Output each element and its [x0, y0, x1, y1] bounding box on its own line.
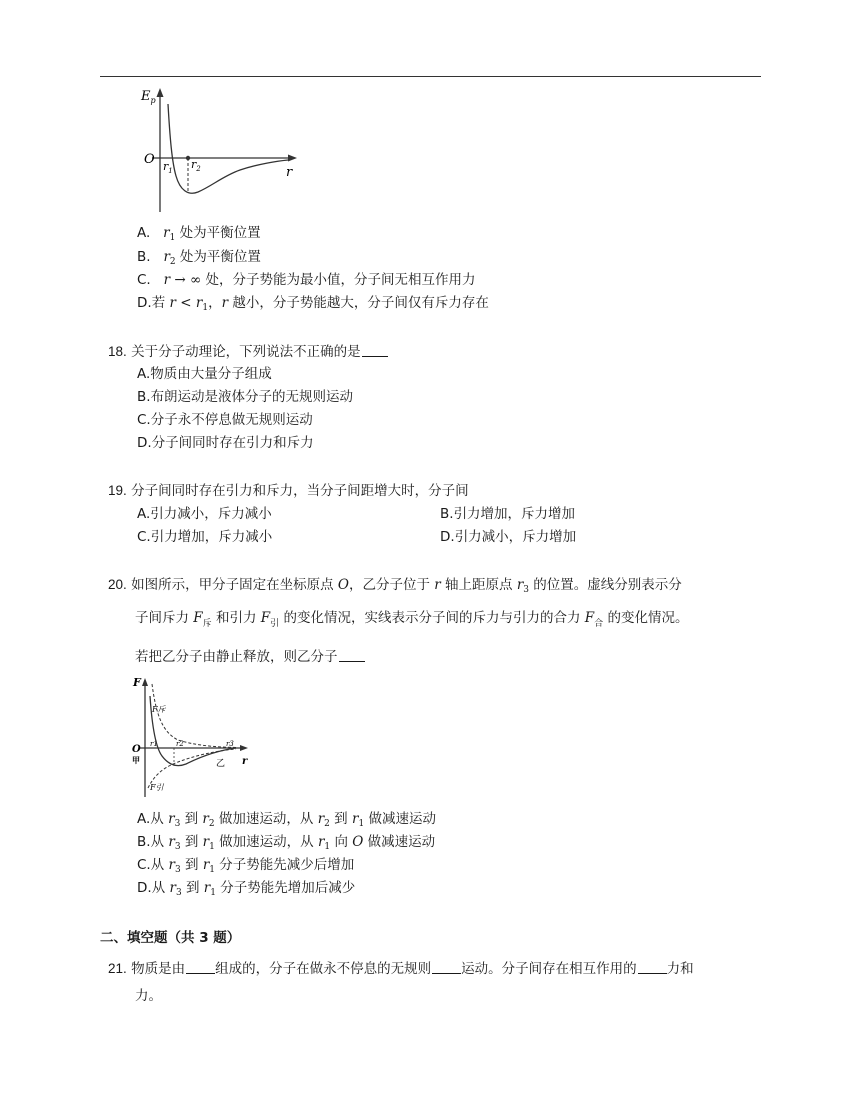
yi-label: 乙	[216, 759, 226, 769]
answer-blank-1[interactable]	[186, 961, 215, 974]
r2-label: $r_2$	[191, 158, 201, 173]
header-rule	[100, 76, 761, 77]
q20-option-b[interactable]: B.从 $r_3$ 到 $r_1$ 做加速运动，从 $r_1$ 向 O 做减速运动	[137, 834, 436, 852]
answer-blank-3[interactable]	[638, 961, 667, 974]
r-axis-label: r	[242, 756, 248, 767]
r2-label: r2	[176, 740, 184, 748]
jia-label: 甲	[132, 755, 140, 765]
r3-label: r3	[226, 740, 234, 748]
q17-option-c[interactable]: C. r → ∞ 处，分子势能为最小值，分子间无相互作用力	[137, 272, 476, 288]
q18-option-c[interactable]: C.分子永不停息做无规则运动	[137, 412, 313, 428]
f-axis-arrow	[142, 678, 148, 686]
q21-line2: 力。	[135, 988, 162, 1004]
q18-option-b[interactable]: B.布朗运动是液体分子的无规则运动	[137, 389, 354, 405]
q20-stem-line1: 20. 如图所示，甲分子固定在坐标原点 O，乙分子位于 r 轴上距原点 $r_3$ 的位置。虚线分别表示分	[108, 577, 682, 595]
section-title: 二、填空题（共 3 题）	[100, 930, 241, 946]
r-axis-arrow	[288, 155, 297, 162]
question-number: 18.	[108, 344, 127, 359]
q21-line1: 21. 物质是由 组成的，分子在做永不停息的无规则 运动。分子间存在相互作用的 力和	[108, 961, 694, 977]
q18-option-d[interactable]: D.分子间同时存在引力和斥力	[137, 435, 314, 451]
r2-point	[186, 156, 190, 160]
ep-label: $E_p$	[141, 89, 156, 105]
q17-option-a[interactable]: A. $r_1$ 处为平衡位置	[137, 225, 261, 243]
q19-option-b[interactable]: B.引力增加，斥力增加	[440, 506, 576, 522]
potential-energy-graph	[128, 84, 303, 214]
option-letter: A.	[137, 225, 151, 241]
r1-label: r1	[150, 740, 158, 748]
q19-option-a[interactable]: A.引力减小，斥力减小	[137, 506, 272, 522]
q20-stem-line3: 若把乙分子由静止释放，则乙分子	[135, 645, 365, 665]
q19-stem: 19. 分子间同时存在引力和斥力，当分子间距增大时，分子间	[108, 483, 469, 499]
repulsive-force-curve	[152, 684, 236, 748]
q20-option-c[interactable]: C.从 $r_3$ 到 $r_1$ 分子势能先减少后增加	[137, 857, 355, 875]
q19-option-c[interactable]: C.引力增加，斥力减小	[137, 529, 273, 545]
f-att-label: F引	[150, 783, 164, 792]
q18-stem: 18. 关于分子动理论，下列说法不正确的是	[108, 340, 388, 360]
force-graph	[130, 674, 255, 799]
answer-blank[interactable]	[339, 649, 365, 662]
q19-option-d[interactable]: D.引力减小，斥力增加	[440, 529, 577, 545]
q17-option-b[interactable]: B. $r_2$ 处为平衡位置	[137, 249, 261, 267]
r-axis-label: r	[286, 165, 293, 180]
f-axis-label: F	[133, 676, 141, 689]
answer-blank-2[interactable]	[432, 961, 461, 974]
answer-blank[interactable]	[362, 344, 388, 357]
ep-axis-arrow	[157, 88, 164, 97]
q17-option-d[interactable]: D.若 $r < r_1$，r 越小，分子势能越大，分子间仅有斥力存在	[137, 295, 489, 313]
origin-label: O	[144, 152, 155, 167]
q20-stem-line2: 子间斥力 $F_斥$ 和引力 $F_引$ 的变化情况，实线表示分子间的斥力与引力的合力 $F_合$ 的变化情况。	[135, 610, 689, 629]
r-axis-arrow	[240, 745, 248, 751]
origin-label: O	[132, 744, 141, 755]
f-rep-label: F斥	[152, 705, 166, 714]
ep-curve	[168, 104, 288, 193]
q18-option-a[interactable]: A.物质由大量分子组成	[137, 366, 272, 382]
q20-option-d[interactable]: D.从 $r_3$ 到 $r_1$ 分子势能先增加后减少	[137, 880, 356, 898]
r1-label: $r_1$	[163, 160, 173, 175]
q20-option-a[interactable]: A.从 $r_3$ 到 $r_2$ 做加速运动，从 $r_2$ 到 $r_1$ 做减速运动	[137, 811, 436, 829]
